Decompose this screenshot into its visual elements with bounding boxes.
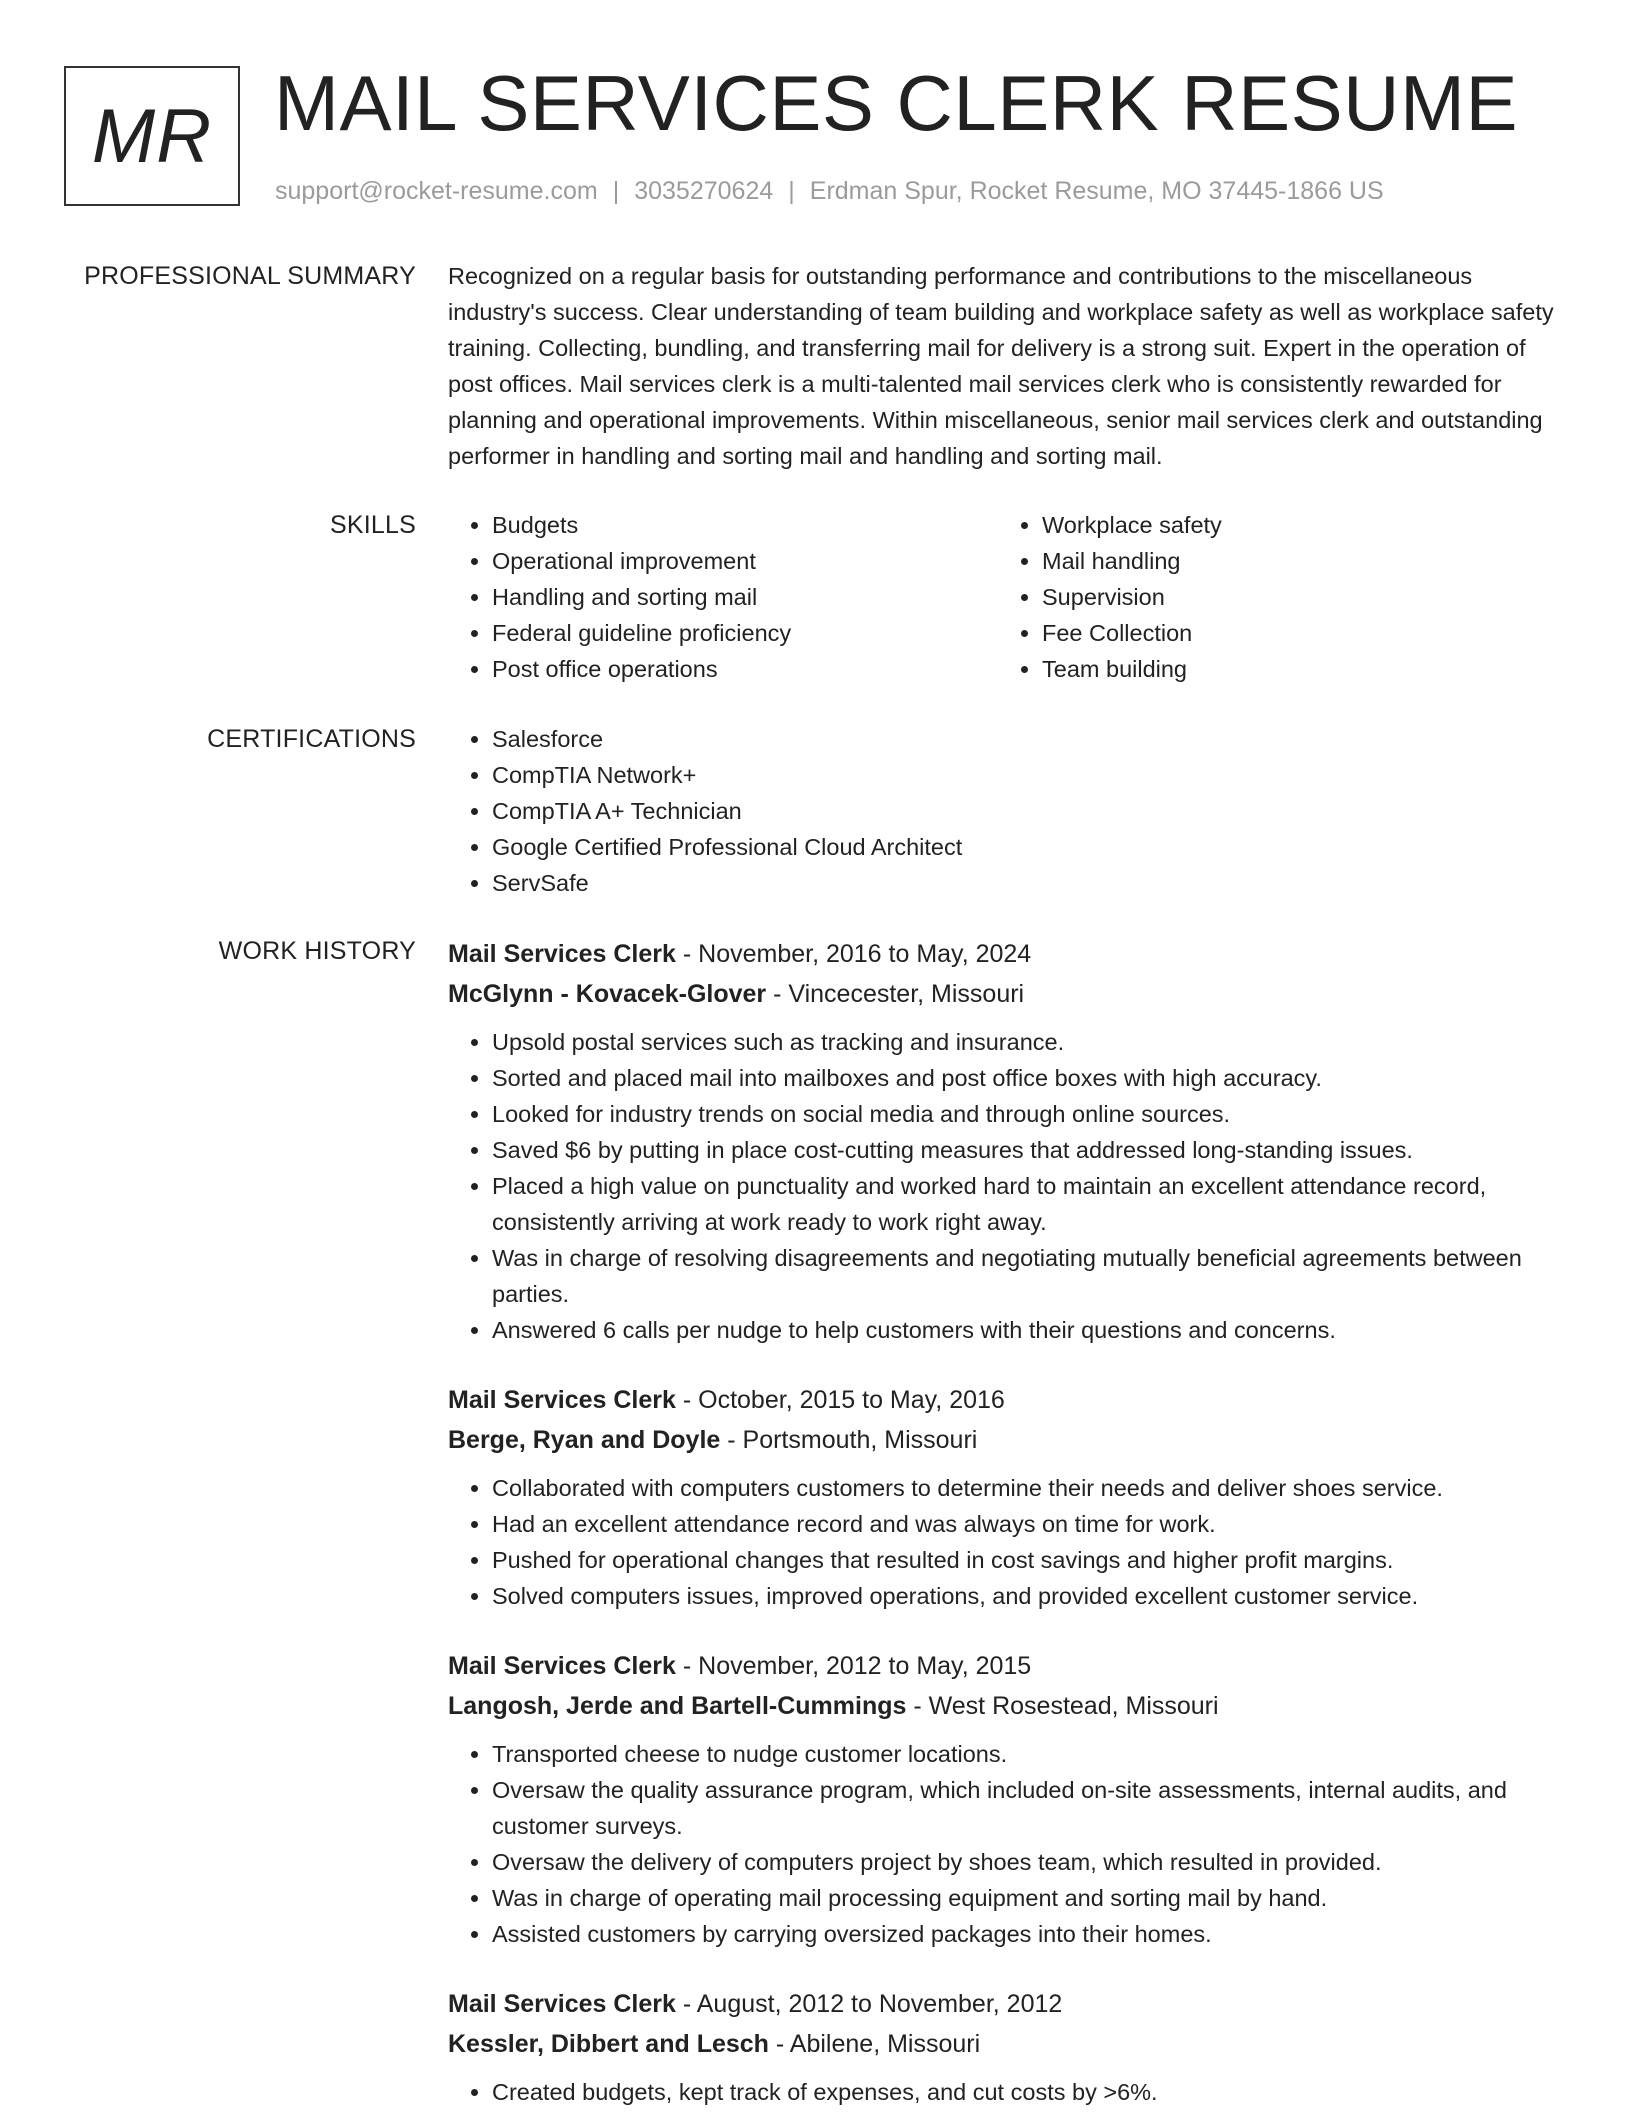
skill-item: • Federal guideline proficiency [492, 615, 998, 651]
page-title: MAIL SERVICES CLERK RESUME [274, 59, 1519, 147]
job-bullet: • Solved computers issues, improved operations, and provided excellent customer service. [492, 1578, 1568, 1614]
job-location: - West Rosestead, Missouri [906, 1692, 1219, 1720]
job-bullet: • Upsold postal services such as tracking and insurance. [492, 1024, 1568, 1060]
skill-item: • Fee Collection [1042, 615, 1548, 651]
summary-label: PROFESSIONAL SUMMARY [84, 262, 416, 290]
job-bullets [448, 2074, 1568, 2110]
job-title: Mail Services Clerk [448, 1652, 676, 1680]
skill-item: • Handling and sorting mail [492, 579, 998, 615]
skill-item: • Supervision [1042, 579, 1548, 615]
monogram-box [64, 66, 240, 206]
skill-item: • Operational improvement [492, 543, 998, 579]
job-company-line [448, 974, 1568, 1014]
work-history-label: WORK HISTORY [218, 937, 416, 965]
certifications-list [448, 721, 1568, 901]
job-title: Mail Services Clerk [448, 940, 676, 968]
job-bullet: • Oversaw the delivery of computers project by shoes team, which resulted in provided. [492, 1844, 1568, 1880]
skill-item: • Mail handling [1042, 543, 1548, 579]
contact-separator: | [612, 177, 620, 205]
contact-email[interactable]: support@rocket-resume.com [275, 177, 598, 205]
job-location: - Portsmouth, Missouri [720, 1426, 978, 1454]
job-bullet: • Saved $6 by putting in place cost-cutting measures that addressed long-standing issues. [492, 1132, 1568, 1168]
certification-item: • ServSafe [492, 865, 1568, 901]
certification-item: • CompTIA A+ Technician [492, 793, 1568, 829]
job-title: Mail Services Clerk [448, 1990, 676, 2018]
job-bullets [448, 1024, 1568, 1348]
job-bullet: • Created budgets, kept track of expenses, and cut costs by >6%. [492, 2074, 1568, 2110]
certification-item: • Google Certified Professional Cloud Architect [492, 829, 1568, 865]
job-entry [448, 1380, 1568, 1614]
job-company: Kessler, Dibbert and Lesch [448, 2030, 769, 2058]
job-bullet: • Was in charge of operating mail processing equipment and sorting mail by hand. [492, 1880, 1568, 1916]
job-company: Langosh, Jerde and Bartell-Cummings [448, 1692, 907, 1720]
job-dates: - October, 2015 to May, 2016 [675, 1386, 1005, 1414]
skill-item: • Workplace safety [1042, 507, 1548, 543]
job-dates: - August, 2012 to November, 2012 [675, 1990, 1063, 2018]
contact-address: Erdman Spur, Rocket Resume, MO 37445-1866 US [809, 177, 1384, 205]
job-dates: - November, 2016 to May, 2024 [675, 940, 1032, 968]
job-bullet: • Placed a high value on punctuality and worked hard to maintain an excellent attendance record, consistently arriving at work ready to work right away. [492, 1168, 1568, 1240]
job-bullet: • Was in charge of resolving disagreements and negotiating mutually beneficial agreements between parties. [492, 1240, 1568, 1312]
job-company-line [448, 2024, 1568, 2064]
job-bullet: • Transported cheese to nudge customer locations. [492, 1736, 1568, 1772]
job-title-line [448, 1646, 1568, 1686]
certification-item: • CompTIA Network+ [492, 757, 1568, 793]
skills-label: SKILLS [330, 511, 416, 539]
summary-text: Recognized on a regular basis for outstanding performance and contributions to the miscellaneous industry's success. Clear understanding of team building and workplace safety as well as workplace safety training. Collecting, bundling, and transferring mail for delivery is a strong suit. Expert in the operation of post offices. Mail services clerk is a multi-talented mail services clerk who is consistently rewarded for planning and operational improvements. Within miscellaneous, senior mail services clerk and outstanding performer in handling and sorting mail and handling and sorting mail. [448, 263, 1554, 469]
job-company: McGlynn - Kovacek-Glover [448, 980, 767, 1008]
work-history-body [448, 934, 1568, 2110]
job-bullet: • Had an excellent attendance record and was always on time for work. [492, 1506, 1568, 1542]
job-location: - Vincecester, Missouri [766, 980, 1025, 1008]
job-title-line [448, 1984, 1568, 2024]
job-company: Berge, Ryan and Doyle [448, 1426, 721, 1454]
job-company-line [448, 1686, 1568, 1726]
job-entry [448, 934, 1568, 1348]
skill-item: • Budgets [492, 507, 998, 543]
job-bullet: • Pushed for operational changes that resulted in cost savings and higher profit margins. [492, 1542, 1568, 1578]
skills-list-right [998, 507, 1548, 687]
job-bullet: • Oversaw the quality assurance program, which included on-site assessments, internal audits, and customer surveys. [492, 1772, 1568, 1844]
job-bullets [448, 1736, 1568, 1952]
job-entry [448, 1646, 1568, 1952]
job-bullet: • Sorted and placed mail into mailboxes and post office boxes with high accuracy. [492, 1060, 1568, 1096]
job-title-line [448, 934, 1568, 974]
monogram: MR [91, 93, 213, 179]
job-title: Mail Services Clerk [448, 1386, 676, 1414]
job-location: - Abilene, Missouri [768, 2030, 981, 2058]
skills-list-left [448, 507, 998, 687]
certifications-label: CERTIFICATIONS [207, 725, 416, 753]
contact-line [275, 173, 1384, 209]
certification-item: • Salesforce [492, 721, 1568, 757]
job-bullet: • Collaborated with computers customers to determine their needs and deliver shoes service. [492, 1470, 1568, 1506]
job-bullets [448, 1470, 1568, 1614]
job-bullet: • Looked for industry trends on social media and through online sources. [492, 1096, 1568, 1132]
job-company-line [448, 1420, 1568, 1460]
job-bullet: • Answered 6 calls per nudge to help customers with their questions and concerns. [492, 1312, 1568, 1348]
skills-columns [448, 507, 1568, 687]
job-dates: - November, 2012 to May, 2015 [675, 1652, 1032, 1680]
job-entry [448, 1984, 1568, 2110]
job-bullet: • Assisted customers by carrying oversized packages into their homes. [492, 1916, 1568, 1952]
contact-phone[interactable]: 3035270624 [634, 177, 774, 205]
job-title-line [448, 1380, 1568, 1420]
skill-item: • Team building [1042, 651, 1548, 687]
skill-item: • Post office operations [492, 651, 998, 687]
contact-separator: | [788, 177, 795, 205]
